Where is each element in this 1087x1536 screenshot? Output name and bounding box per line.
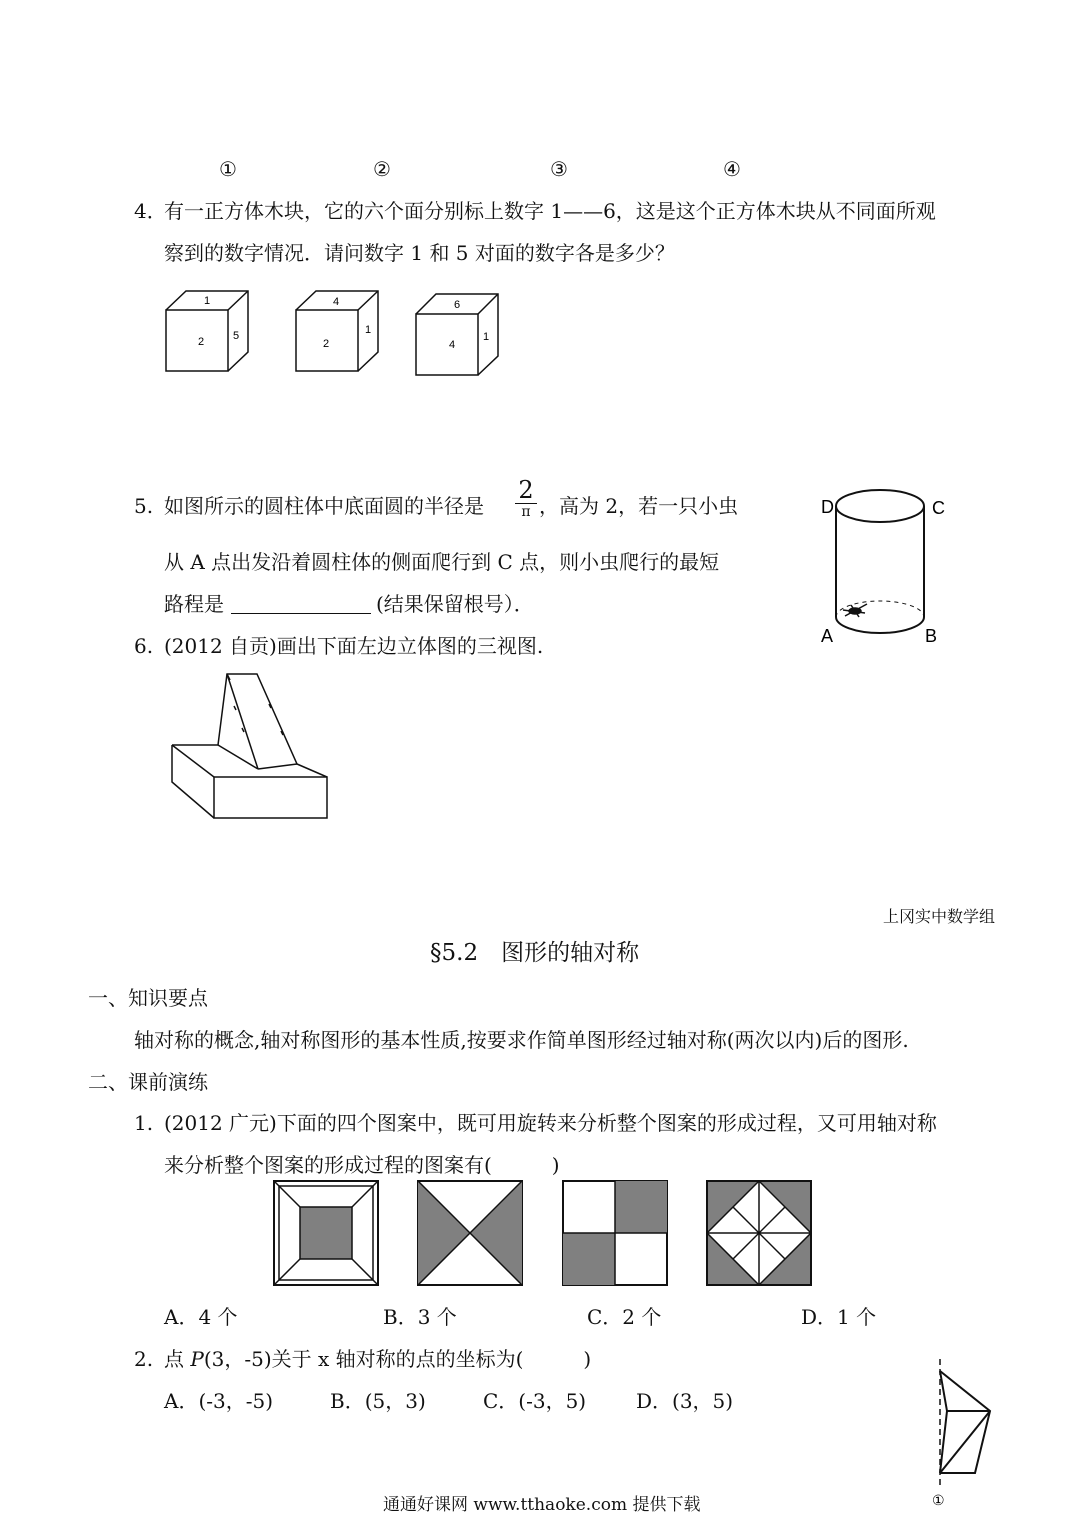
cube3-side-number: 1 [483, 331, 490, 343]
p1-text-line2: 来分析整个图案的形成过程的图案有( ) [164, 1153, 560, 1177]
knowledge-text: 轴对称的概念,轴对称图形的基本性质,按要求作简单图形经过轴对称(两次以内)后的图形. [134, 1028, 909, 1052]
p2-text-a: 点 [164, 1347, 191, 1371]
point-p: P [190, 1347, 204, 1371]
q4-text-line1: 有一正方体木块，它的六个面分别标上数字 1——6，这是这个正方体木块从不同面所观 [164, 199, 936, 223]
heading-knowledge: 一、知识要点 [88, 986, 208, 1010]
point-label-b: B [925, 626, 938, 646]
q5-text-line1a: 如图所示的圆柱体中底面圆的半径是 [164, 494, 484, 518]
pattern-figure-b [417, 1180, 523, 1286]
q5-text-line3b: (结果保留根号）． [376, 592, 534, 616]
solid-figure-diagram [166, 668, 336, 824]
figure-label-2: ② [373, 157, 391, 181]
p1-option-c: C．2 个 [587, 1305, 662, 1329]
p1-option-b: B．3 个 [383, 1305, 457, 1329]
cube1-top-number: 1 [204, 295, 211, 307]
p1-option-d: D．1 个 [801, 1305, 877, 1329]
p2-option-a: A．(-3，-5) [164, 1389, 274, 1413]
p1-option-a: A．4 个 [164, 1305, 238, 1329]
heading-practice: 二、课前演练 [88, 1070, 208, 1094]
q5-text-line1b: ，高为 2，若一只小虫 [539, 494, 739, 518]
cube-diagram-3 [412, 288, 504, 380]
cube2-side-number: 1 [365, 324, 372, 336]
q4-number: 4． [134, 199, 167, 223]
symmetry-figure [925, 1355, 1000, 1510]
p2-number: 2. [134, 1347, 154, 1371]
point-label-c: C [932, 498, 945, 518]
answer-blank [231, 593, 371, 614]
figure-label-4: ④ [723, 157, 741, 181]
q6-number: 6. [134, 634, 154, 658]
footer-text: 通通好课网 www.tthaoke.com 提供下载 [383, 1495, 701, 1515]
corner-label: ① [932, 1492, 945, 1508]
p2-text-b: (3，-5)关于 x 轴对称的点的坐标为( ) [203, 1347, 592, 1371]
bug-icon [843, 604, 867, 617]
cube1-front-number: 2 [198, 336, 205, 348]
cube3-front-number: 4 [449, 339, 456, 351]
point-label-a: A [821, 626, 834, 646]
q6-text: (2012 自贡)画出下面左边立体图的三视图. [164, 634, 544, 658]
fraction-denominator: π [521, 504, 531, 520]
p2-option-c: C．(-3，5) [483, 1389, 587, 1413]
pattern-figure-c [562, 1180, 668, 1286]
cube-diagram-2 [292, 288, 384, 376]
cube2-front-number: 2 [323, 338, 330, 350]
p1-text-line1: (2012 广元)下面的四个图案中，既可用旋转来分析整个图案的形成过程，又可用轴对称 [164, 1111, 937, 1135]
p2-option-b: B．(5，3) [330, 1389, 426, 1413]
pattern-figure-a [273, 1180, 379, 1286]
point-label-d: D [821, 497, 834, 517]
figure-label-1: ① [219, 157, 237, 181]
group-label: 上冈实中数学组 [883, 907, 996, 926]
section-title: §5.2 图形的轴对称 [430, 940, 640, 966]
fraction-numerator: 2 [518, 476, 534, 504]
cube3-top-number: 6 [454, 299, 461, 311]
p2-text [164, 1349, 591, 1369]
radius-fraction [515, 478, 537, 519]
p2-option-d: D．(3，5) [636, 1389, 734, 1413]
q5-text-line2: 从 A 点出发沿着圆柱体的侧面爬行到 C 点，则小虫爬行的最短 [164, 550, 720, 574]
cube2-top-number: 4 [333, 296, 340, 308]
q5-text-line3a: 路程是 [164, 592, 224, 616]
p1-number: 1. [134, 1111, 154, 1135]
q5-number: 5. [134, 494, 154, 518]
figure-label-3: ③ [550, 157, 568, 181]
cube1-side-number: 5 [233, 330, 240, 342]
cube-diagram-1 [162, 288, 254, 376]
q4-text-line2: 察到的数字情况．请问数字 1 和 5 对面的数字各是多少？ [164, 241, 675, 265]
cylinder-diagram [815, 480, 955, 650]
pattern-figure-d [706, 1180, 812, 1286]
